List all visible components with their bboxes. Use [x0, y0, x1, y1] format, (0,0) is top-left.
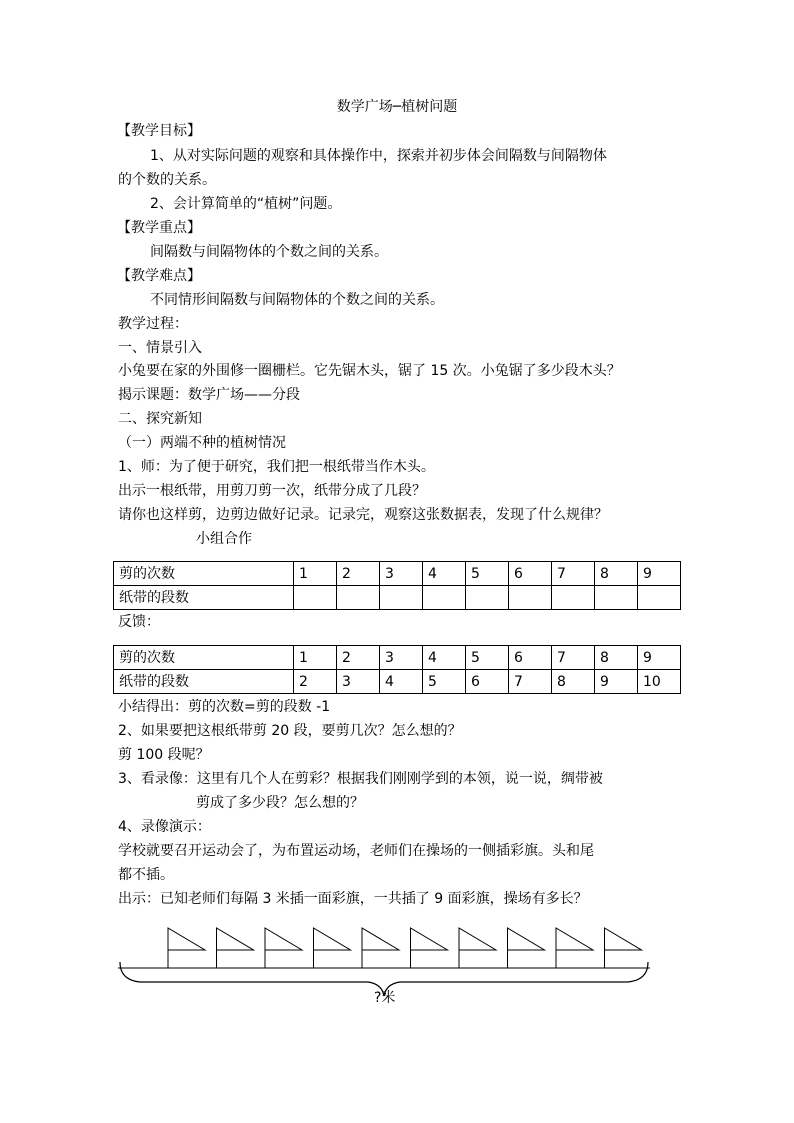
- flag-cloth: [508, 928, 545, 950]
- flag-cloth: [556, 928, 593, 950]
- table-cell: [380, 586, 423, 610]
- step-2: 2、如果要把这根纸带剪 20 段，要剪几次？怎么想的？: [118, 723, 462, 739]
- table-cell: 8: [595, 646, 638, 670]
- flag-icon: [362, 928, 399, 968]
- goal-1-line-2: 的个数的关系。: [118, 172, 216, 188]
- flag-icon: [459, 928, 496, 968]
- flag-cloth: [362, 928, 399, 950]
- table-cell: [638, 586, 681, 610]
- table-cell: 7: [552, 562, 595, 586]
- table-cell: 7: [552, 646, 595, 670]
- step-1-question: 出示一根纸带，用剪刀剪一次，纸带分成了几段？: [118, 483, 426, 499]
- step-2b: 剪 100 段呢？: [118, 747, 210, 763]
- table-cell: [509, 586, 552, 610]
- table-cell: 5: [423, 670, 466, 694]
- table-cell: 9: [595, 670, 638, 694]
- step-4: 4、录像演示：: [118, 819, 211, 835]
- flag-cloth: [168, 928, 205, 950]
- table-cell: 4: [380, 670, 423, 694]
- table-cell: 4: [423, 562, 466, 586]
- table-cell: 7: [509, 670, 552, 694]
- table-cell: 4: [423, 646, 466, 670]
- flag-icon: [556, 928, 593, 968]
- table-cell: [466, 586, 509, 610]
- difficulty-heading: 【教学难点】: [117, 268, 201, 284]
- step-4-text-2: 都不插。: [118, 867, 174, 883]
- table-row: [114, 586, 681, 610]
- flags-group: [168, 928, 642, 968]
- table-row: [114, 670, 681, 694]
- table-cell: 6: [509, 646, 552, 670]
- step-3-line-2: 剪成了多少段？怎么想的？: [196, 795, 364, 811]
- step-4-show: 出示：已知老师们每隔 3 米插一面彩旗，一共插了 9 面彩旗，操场有多长？: [118, 891, 588, 907]
- step-3-line-1: 3、看录像：这里有几个人在剪彩？根据我们刚刚学到的本领，说一说，绸带被: [118, 771, 603, 787]
- difficulty-text: 不同情形间隔数与间隔物体的个数之间的关系。: [150, 292, 444, 308]
- table-cell: 3: [380, 646, 423, 670]
- part-2-subheading: （一）两端不种的植树情况: [118, 435, 286, 451]
- row-label-cuts: 剪的次数: [114, 562, 294, 586]
- key-heading: 【教学重点】: [117, 220, 201, 236]
- part-2-heading: 二、探究新知: [118, 411, 202, 427]
- page-title: 数学广场─植树问题: [336, 99, 458, 115]
- diagram-length-label: ?米: [374, 990, 396, 1006]
- table-cell: 6: [509, 562, 552, 586]
- group-work: 小组合作: [196, 531, 252, 547]
- table-cell: 1: [294, 646, 337, 670]
- table-cell: [595, 586, 638, 610]
- feedback-label: 反馈：: [118, 614, 160, 630]
- goals-heading: 【教学目标】: [117, 123, 201, 139]
- table-cell: 2: [337, 646, 380, 670]
- table-cell: 5: [466, 562, 509, 586]
- record-table-1: [113, 561, 681, 610]
- process-heading: 教学过程：: [118, 316, 188, 332]
- table-row: [114, 646, 681, 670]
- table-cell: 8: [552, 670, 595, 694]
- flag-cloth: [217, 928, 254, 950]
- table-cell: [337, 586, 380, 610]
- flag-icon: [314, 928, 351, 968]
- flag-icon: [508, 928, 545, 968]
- conclusion: 小结得出：剪的次数=剪的段数 -1: [118, 699, 331, 715]
- table-cell: 2: [337, 562, 380, 586]
- flag-icon: [605, 928, 642, 968]
- goal-2: 2、会计算简单的“植树”问题。: [150, 196, 342, 212]
- table-cell: [294, 586, 337, 610]
- flag-cloth: [411, 928, 448, 950]
- flag-icon: [168, 928, 205, 968]
- flag-cloth: [314, 928, 351, 950]
- table-cell: 1: [294, 562, 337, 586]
- table-cell: 10: [638, 670, 681, 694]
- row-label-cuts: 剪的次数: [114, 646, 294, 670]
- part-1-reveal: 揭示课题：数学广场——分段: [118, 387, 300, 403]
- part-1-text: 小兔要在家的外围修一圈栅栏。它先锯木头，锯了 15 次。小兔锯了多少段木头？: [118, 363, 621, 379]
- table-cell: 9: [638, 646, 681, 670]
- table-cell: 6: [466, 670, 509, 694]
- flag-diagram: [110, 918, 670, 1008]
- key-text: 间隔数与间隔物体的个数之间的关系。: [150, 244, 388, 260]
- flag-cloth: [459, 928, 496, 950]
- table-cell: 5: [466, 646, 509, 670]
- step-4-text-1: 学校就要召开运动会了，为布置运动场，老师们在操场的一侧插彩旗。头和尾: [118, 843, 594, 859]
- part-1-heading: 一、情景引入: [118, 340, 202, 356]
- table-cell: 3: [337, 670, 380, 694]
- flag-icon: [265, 928, 302, 968]
- table-cell: [552, 586, 595, 610]
- table-cell: [423, 586, 466, 610]
- step-1-task: 请你也这样剪，边剪边做好记录。记录完，观察这张数据表，发现了什么规律？: [118, 507, 608, 523]
- flag-icon: [411, 928, 448, 968]
- flag-cloth: [265, 928, 302, 950]
- step-1: 1、师：为了便于研究，我们把一根纸带当作木头。: [118, 459, 435, 475]
- table-cell: 3: [380, 562, 423, 586]
- table-row: [114, 562, 681, 586]
- flag-cloth: [605, 928, 642, 950]
- table-cell: 2: [294, 670, 337, 694]
- row-label-segments: 纸带的段数: [114, 670, 294, 694]
- table-cell: 8: [595, 562, 638, 586]
- record-table-2: [113, 645, 681, 694]
- table-cell: 9: [638, 562, 681, 586]
- goal-1-line-1: 1、从对实际问题的观察和具体操作中，探索并初步体会间隔数与间隔物体: [150, 148, 607, 164]
- row-label-segments: 纸带的段数: [114, 586, 294, 610]
- flag-icon: [217, 928, 254, 968]
